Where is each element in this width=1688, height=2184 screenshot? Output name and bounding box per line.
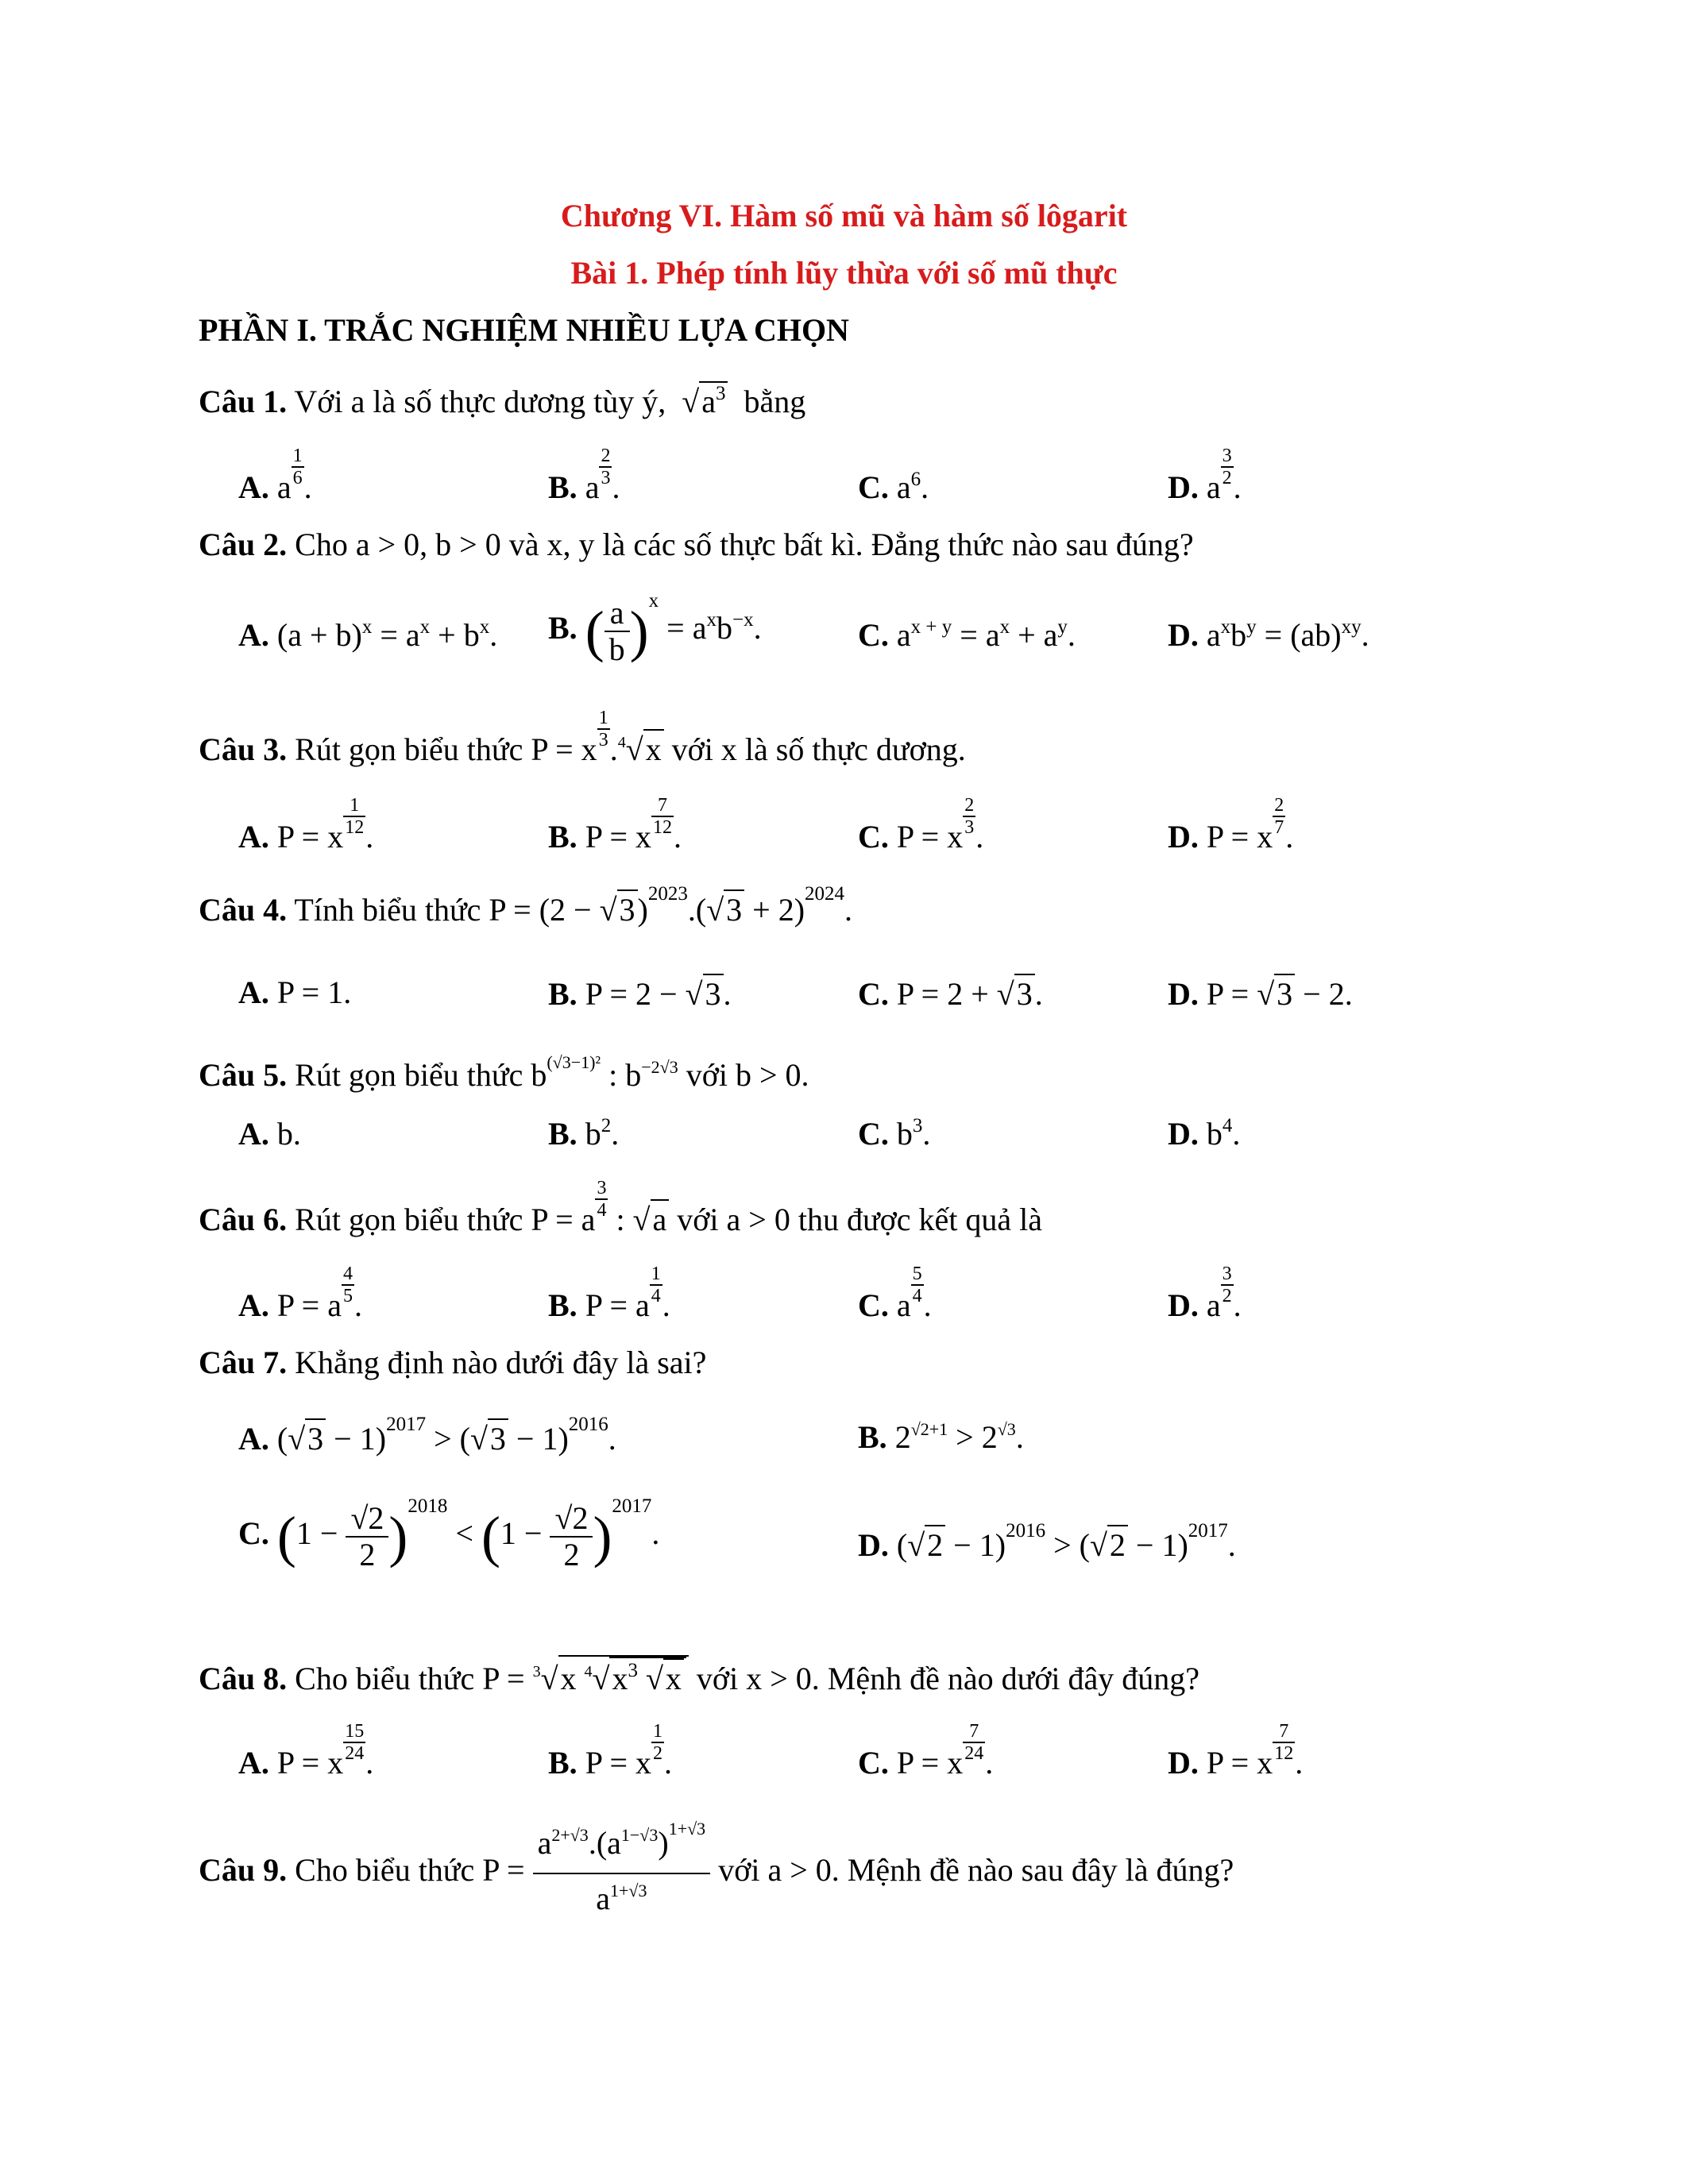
math-expression: P = x $\frac{1}{3}$ .$^4$√x bbox=[531, 731, 671, 767]
math-expression: P = a $\frac{3}{4}$ : √a bbox=[531, 1202, 677, 1237]
math-expression: P = $\frac{a^{2+√3}.(a^{1-√3})^{1+√3}}{a^{1+√3}}$ bbox=[482, 1852, 718, 1888]
question-1: Câu 1. Với a là số thực dương tùy ý, $√a^3$ bằng bbox=[199, 383, 806, 419]
option-d[interactable]: D. a $\frac{3}{2}$ . bbox=[1168, 1263, 1242, 1323]
math-expression: $√a^3$ bbox=[674, 384, 736, 419]
option-b[interactable]: B. P = 2 − √3. bbox=[548, 974, 732, 1013]
option-c[interactable]: C. $a^6$. bbox=[858, 469, 929, 505]
option-a[interactable]: A. P = 1. bbox=[238, 974, 352, 1010]
option-c[interactable]: C. $a^{x + y} = a^x + a^y$. bbox=[858, 616, 1076, 653]
chapter-title: Chương VI. Hàm số mũ và hàm số lôgarit bbox=[560, 198, 1128, 233]
option-b[interactable]: B. ( $\frac{a}{b}$ )$^x = a^xb^{-x}$. bbox=[548, 590, 762, 667]
option-a[interactable]: A. P = x $\frac{15}{24}$ . bbox=[238, 1720, 374, 1781]
option-c[interactable]: C. a $\frac{5}{4}$ . bbox=[858, 1263, 932, 1323]
question-4: Câu 4. Tính biểu thức $P = (2 - √3)^{2023}.(√3 + 2)^{2024}$. bbox=[199, 883, 853, 928]
question-8: Câu 8. Cho biểu thức P = $^3$√x $^4√x^3$ √x với x > 0. Mệnh đề nào dưới đây đúng? bbox=[199, 1655, 1199, 1697]
option-b[interactable]: B. P = a $\frac{1}{4}$ . bbox=[548, 1263, 670, 1323]
question-9: Câu 9. Cho biểu thức P = $\frac{a^{2+√3}.(a^{1-√3})^{1+√3}}{a^{1+√3}}$ với a > 0. Mệnh đề nào sau đây là đúng? bbox=[199, 1819, 1234, 1916]
option-c[interactable]: C. P = x $\frac{7}{24}$ . bbox=[858, 1720, 994, 1781]
option-d[interactable]: D. a $\frac{3}{2}$ . bbox=[1168, 445, 1242, 505]
option-d[interactable]: D. $a^xb^y = (ab)^{xy}$. bbox=[1168, 616, 1369, 653]
option-c[interactable]: C. P = 2 + √3. bbox=[858, 974, 1043, 1013]
question-5: Câu 5. Rút gọn biểu thức $b^{(√3-1)^2}$ : $b^{-2√3}$ với b > 0. bbox=[199, 1052, 809, 1093]
option-d[interactable]: D. P = x $\frac{7}{12}$ . bbox=[1168, 1720, 1304, 1781]
option-c[interactable]: C. (1 − $\frac{√2}{2}$ )$^{2018}$ < (1 − $\frac{√2}{2}$ )$^{2017}$. bbox=[238, 1495, 660, 1572]
question-2: Câu 2. Cho a > 0, b > 0 và x, y là các số thực bất kì. Đẳng thức nào sau đúng? bbox=[199, 527, 1194, 562]
option-a[interactable]: A. b. bbox=[238, 1116, 301, 1152]
option-d[interactable]: D. $b^4$. bbox=[1168, 1115, 1241, 1152]
option-a[interactable]: A. $(a + b)^x = a^x + b^x$. bbox=[238, 616, 498, 653]
option-a[interactable]: A. a $\frac{1}{6}$ . bbox=[238, 445, 312, 505]
math-expression: $b^{(√3-1)^2}$ : $b^{-2√3}$ bbox=[531, 1052, 678, 1093]
option-d[interactable]: D. P = x $\frac{2}{7}$ . bbox=[1168, 794, 1294, 855]
section-heading: PHẦN I. TRẮC NGHIỆM NHIỀU LỰA CHỌN bbox=[199, 312, 849, 348]
question-3: Câu 3. Rút gọn biểu thức P = x $\frac{1}{3}$ .$^4$√x với x là số thực dương. bbox=[199, 707, 966, 767]
math-expression: P = $^3$√x $^4√x^3$ √x bbox=[482, 1661, 697, 1696]
option-b[interactable]: B. $b^2$. bbox=[548, 1115, 620, 1152]
option-c[interactable]: C. P = x $\frac{2}{3}$ . bbox=[858, 794, 984, 855]
option-b[interactable]: B. a $\frac{2}{3}$ . bbox=[548, 445, 620, 505]
question-7: Câu 7. Khẳng định nào dưới đây là sai? bbox=[199, 1345, 707, 1380]
option-b[interactable]: B. P = x $\frac{1}{2}$ . bbox=[548, 1720, 673, 1781]
option-d[interactable]: D. $(√2 - 1)^{2016} > (√2 - 1)^{2017}$. bbox=[858, 1520, 1236, 1563]
lesson-title: Bài 1. Phép tính lũy thừa với số mũ thực bbox=[570, 255, 1118, 291]
option-b[interactable]: B. P = x $\frac{7}{12}$ . bbox=[548, 794, 682, 855]
option-a[interactable]: A. $(√3 - 1)^{2017} > (√3 - 1)^{2016}$. bbox=[238, 1414, 616, 1457]
math-expression: $P = (2 - √3)^{2023}.(√3 + 2)^{2024}$. bbox=[489, 883, 853, 928]
question-6: Câu 6. Rút gọn biểu thức P = a $\frac{3}{4}$ : √a với a > 0 thu được kết quả là bbox=[199, 1177, 1043, 1237]
option-d[interactable]: D. P = √3 − 2. bbox=[1168, 974, 1353, 1013]
option-a[interactable]: A. P = x $\frac{1}{12}$ . bbox=[238, 794, 374, 855]
option-c[interactable]: C. $b^3$. bbox=[858, 1115, 931, 1152]
option-b[interactable]: B. $2^{√2+1} > 2^{√3}$. bbox=[858, 1419, 1024, 1455]
option-a[interactable]: A. P = a $\frac{4}{5}$ . bbox=[238, 1263, 362, 1323]
